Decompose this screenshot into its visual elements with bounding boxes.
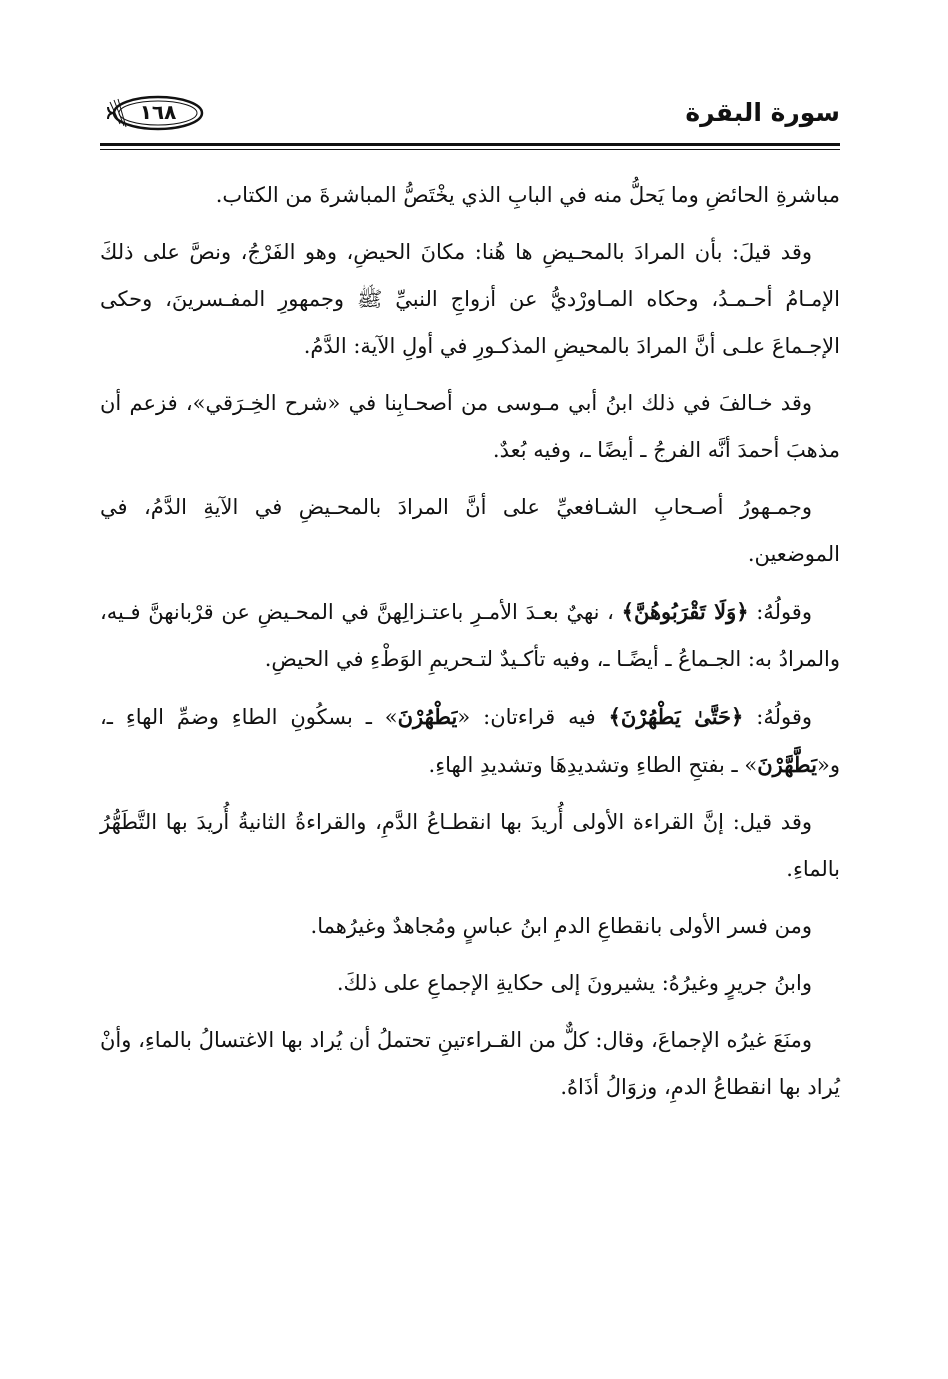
text-segment: » ـ بفتحِ الطاءِ وتشديدِهَا وتشديدِ الهاءِ. [428,753,758,777]
paragraph [100,1017,840,1111]
text-segment: مباشرةِ الحائضِ وما يَحلُّ منه في البابِ الذي يخْتَصُّ المباشرةَ من الكتاب. [215,183,840,207]
text-segment: وقد قيل: إنَّ القراءة الأولى أُريدَ بها انقطـاعُ الدَّمِ، والقراءةُ الثانيةُ أُريدَ بها التَّطَهُّرُ بالماءِ. [100,810,840,881]
text-segment: وجمـهورُ أصـحابِ الشـافعيِّ على أنَّ المرادَ بالمحـيضِ في الآيةِ الدَّمُ، في الموضعين. [100,495,840,566]
paragraph [100,229,840,370]
paragraph [100,172,840,219]
surah-title: سورة البقرة [685,98,840,127]
paragraph [100,903,840,950]
page-header [100,92,840,144]
text-segment: » ـ بسكُونِ الطاءِ وضمِّ الهاءِ ـ، و« [100,705,840,777]
text-segment: ومنَعَ غيرُه الإجماعَ، وقال: كلٌّ من القـراءتينِ تحتملُ أن يُراد بها الاغتسالُ بالماءِ، وأنْ يُراد بها انقطاعُ الدمِ، وزوَالُ أذَاهُ. [100,1028,840,1099]
text-segment: ، نهيٌ بعـدَ الأمـرِ باعتـزالِهنَّ في المحـيضِ عن قرْبانهنَّ فـيه، والمرادُ به: الجـماعُ ـ أيضًـا ـ، وفيه تأكـيدٌ لتـحريمِ الوَطْءِ في الحيضِ. [100,600,840,671]
text-segment: ومن فسر الأولى بانقطاعِ الدمِ ابنُ عباسٍ ومُجاهدٌ وغيرُهما. [310,914,812,938]
paragraph [100,799,840,893]
quran-quote: يَطْهُرْنَ [397,704,458,729]
text-segment: وقولُهُ: [743,705,813,729]
text-segment: فيه قراءتان: « [457,705,609,729]
quran-quote: ﴿حَتَّىٰ يَطْهُرْنَ﴾ [608,704,744,729]
quran-quote: ﴿وَلَا تَقْرَبُوهُنَّ﴾ [621,599,749,624]
quran-quote: يَطَّهَّرْنَ [757,752,817,777]
paragraph [100,588,840,683]
text-segment: وقد قيلَ: بأن المرادَ بالمحـيضِ ها هُنا: مكانَ الحيضِ، وهو الفَرْجُ، ونصَّ على ذلكَ الإمـامُ أحـمـدُ، وحكاه المـاورْديُّ عن أزواجِ النبيِّ ﷺ وجمهورِ المفـسرينَ، وحكى الإجـماعَ علـى أنَّ المرادَ بالمحيضِ المذكـورِ في أولِ الآية: الدَّمُ. [100,240,840,358]
header-rule-thin [100,149,840,150]
text-segment: وقد خـالفَ في ذلك ابنُ أبي مـوسى من أصحـابِنا في «شرح الخِـرَقي»، فزعم أن مذهبَ أحمدَ أنَّه الفرجُ ـ أيضًا ـ، وفيه بُعدٌ. [100,391,840,462]
text-segment: وقولُهُ: [748,600,812,624]
header-rule-thick [100,143,840,146]
body-text [100,172,840,1121]
paragraph [100,693,840,789]
page-number-badge [106,94,206,132]
paragraph [100,960,840,1007]
page-number: ١٦٨ [139,100,177,124]
paragraph [100,380,840,474]
text-segment: وابنُ جريرٍ وغيرُهُ: يشيرونَ إلى حكايةِ الإجماعِ على ذلكَ. [336,971,812,995]
paragraph [100,484,840,578]
